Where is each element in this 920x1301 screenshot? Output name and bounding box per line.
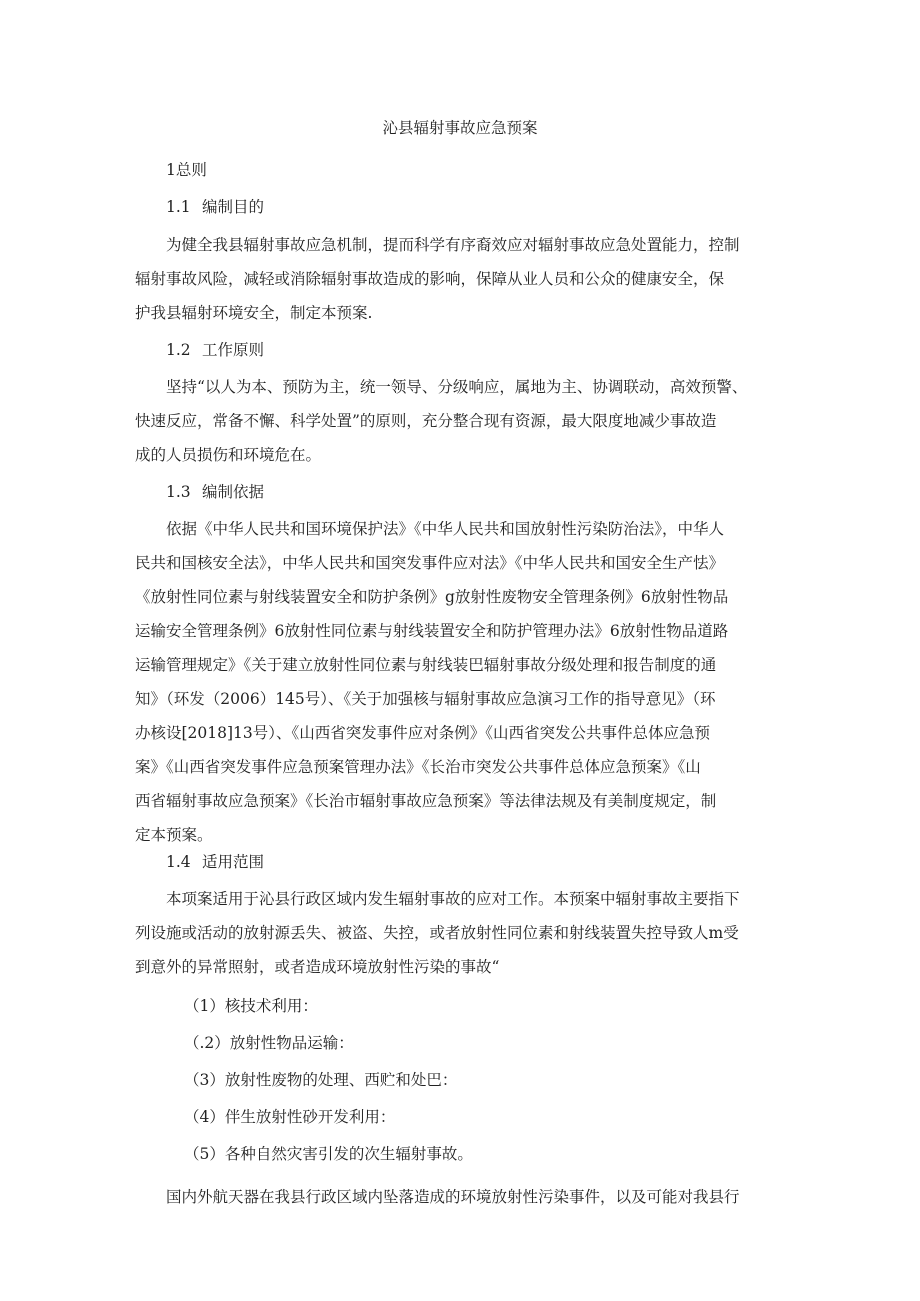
section-number: 1.1 — [166, 198, 191, 216]
list-item: （.2）放射性物品运输： — [184, 1034, 354, 1052]
list-item: （4）伴生放射性砂开发利用： — [184, 1108, 396, 1126]
paragraph-line: 坚持“以人为本、预防为主，统一领导、分级响应，属地为主、协调联动，高效预警、 — [166, 378, 748, 396]
paragraph-line: 运输管理规定》《关于建立放射性同位素与射线装巴辐射事故分级处理和报告制度的通 — [135, 656, 717, 674]
paragraph-line: 列设施或活动的放射源丢失、被盗、失控，或者放射性同位素和射线装置失控导致人m受 — [135, 924, 739, 942]
paragraph-purpose — [135, 228, 790, 330]
section-number: 1.3 — [166, 483, 191, 501]
section-title: 编制目的 — [202, 198, 265, 216]
section-1-3-heading — [166, 480, 264, 504]
paragraph-line: 成的人员损伤和环境危在。 — [135, 446, 322, 464]
section-1-1-heading — [166, 195, 264, 219]
paragraph-line: 快速反应，常备不懈、科学处置”的原则，充分整合现有资源，最大限度地减少事故造 — [135, 412, 717, 430]
paragraph-principles — [135, 370, 790, 472]
section-title: 编制依据 — [202, 483, 265, 501]
paragraph-line: 定本预案。 — [135, 826, 213, 844]
paragraph-line: 国内外航天器在我县行政区域内坠落造成的环境放射性污染事件，以及可能对我县行 — [166, 1188, 740, 1206]
list-item: （5）各种自然灾害引发的次生辐射事故。 — [184, 1145, 473, 1163]
paragraph-line: 案》《山西省突发事件应急预案管理办法》《长治市突发公共事件总体应急预案》《山 — [135, 758, 701, 776]
paragraph-line: 辐射事故风险，减轻或消除辐射事故造成的影响，保障从业人员和公众的健康安全，保 — [135, 270, 725, 288]
section-1-2-heading — [166, 338, 264, 362]
section-title: 适用范围 — [202, 853, 265, 871]
section-1-4-heading — [166, 850, 264, 874]
paragraph-line: 本项案适用于沁县行政区域内发生辐射事故的应对工作。本预案中辐射事故主要指下 — [166, 890, 740, 908]
section-title: 工作原则 — [202, 341, 265, 359]
section-number: 1.2 — [166, 341, 191, 359]
paragraph-line: 民共和国核安全法》，中华人民共和国突发事件应对法》《中华人民共和国安全生产怯》 — [135, 554, 725, 572]
paragraph-line: 到意外的异常照射，或者造成环境放射性污染的事故“ — [135, 958, 500, 976]
document-title: 沁县辐射事故应急预案 — [382, 119, 538, 137]
section-number: 1.4 — [166, 853, 191, 871]
list-item: （1）核技术利用： — [184, 997, 318, 1015]
section-general-heading: 1总则 — [166, 161, 207, 179]
paragraph-aerospace — [166, 1180, 790, 1214]
paragraph-basis — [135, 512, 790, 852]
paragraph-line: 知》（环发（2006）145号）、《关于加强核与辐射事故应急演习工作的指导意见》（环 — [135, 690, 716, 708]
paragraph-line: 办核设[2018]13号）、《山西省突发事件应对条例》《山西省突发公共事件总体应急预 — [135, 724, 711, 742]
paragraph-line: 依据《中华人民共和国环境保护法》《中华人民共和国放射性污染防治法》，中华人 — [166, 520, 725, 538]
paragraph-line: 《放射性同位素与射线装置安全和防护条例》g放射性废物安全管理条例》6放射性物品 — [135, 588, 729, 606]
paragraph-line: 运输安全管理条例》6放射性同位素与射线装置安全和防护管理办法》6放射性物品道路 — [135, 622, 729, 640]
paragraph-line: 护我县辐射环境安全，制定本预案. — [135, 304, 373, 322]
paragraph-line: 为健全我县辐射事故应急机制，提而科学有序裔效应对辐射事故应急处置能力，控制 — [166, 236, 740, 254]
paragraph-line: 西省辐射事故应急预案》《长治市辐射事故应急预案》等法律法规及有美制度规定，制 — [135, 792, 717, 810]
paragraph-scope — [135, 882, 790, 984]
list-item: （3）放射性废物的处理、西贮和处巴： — [184, 1071, 458, 1089]
